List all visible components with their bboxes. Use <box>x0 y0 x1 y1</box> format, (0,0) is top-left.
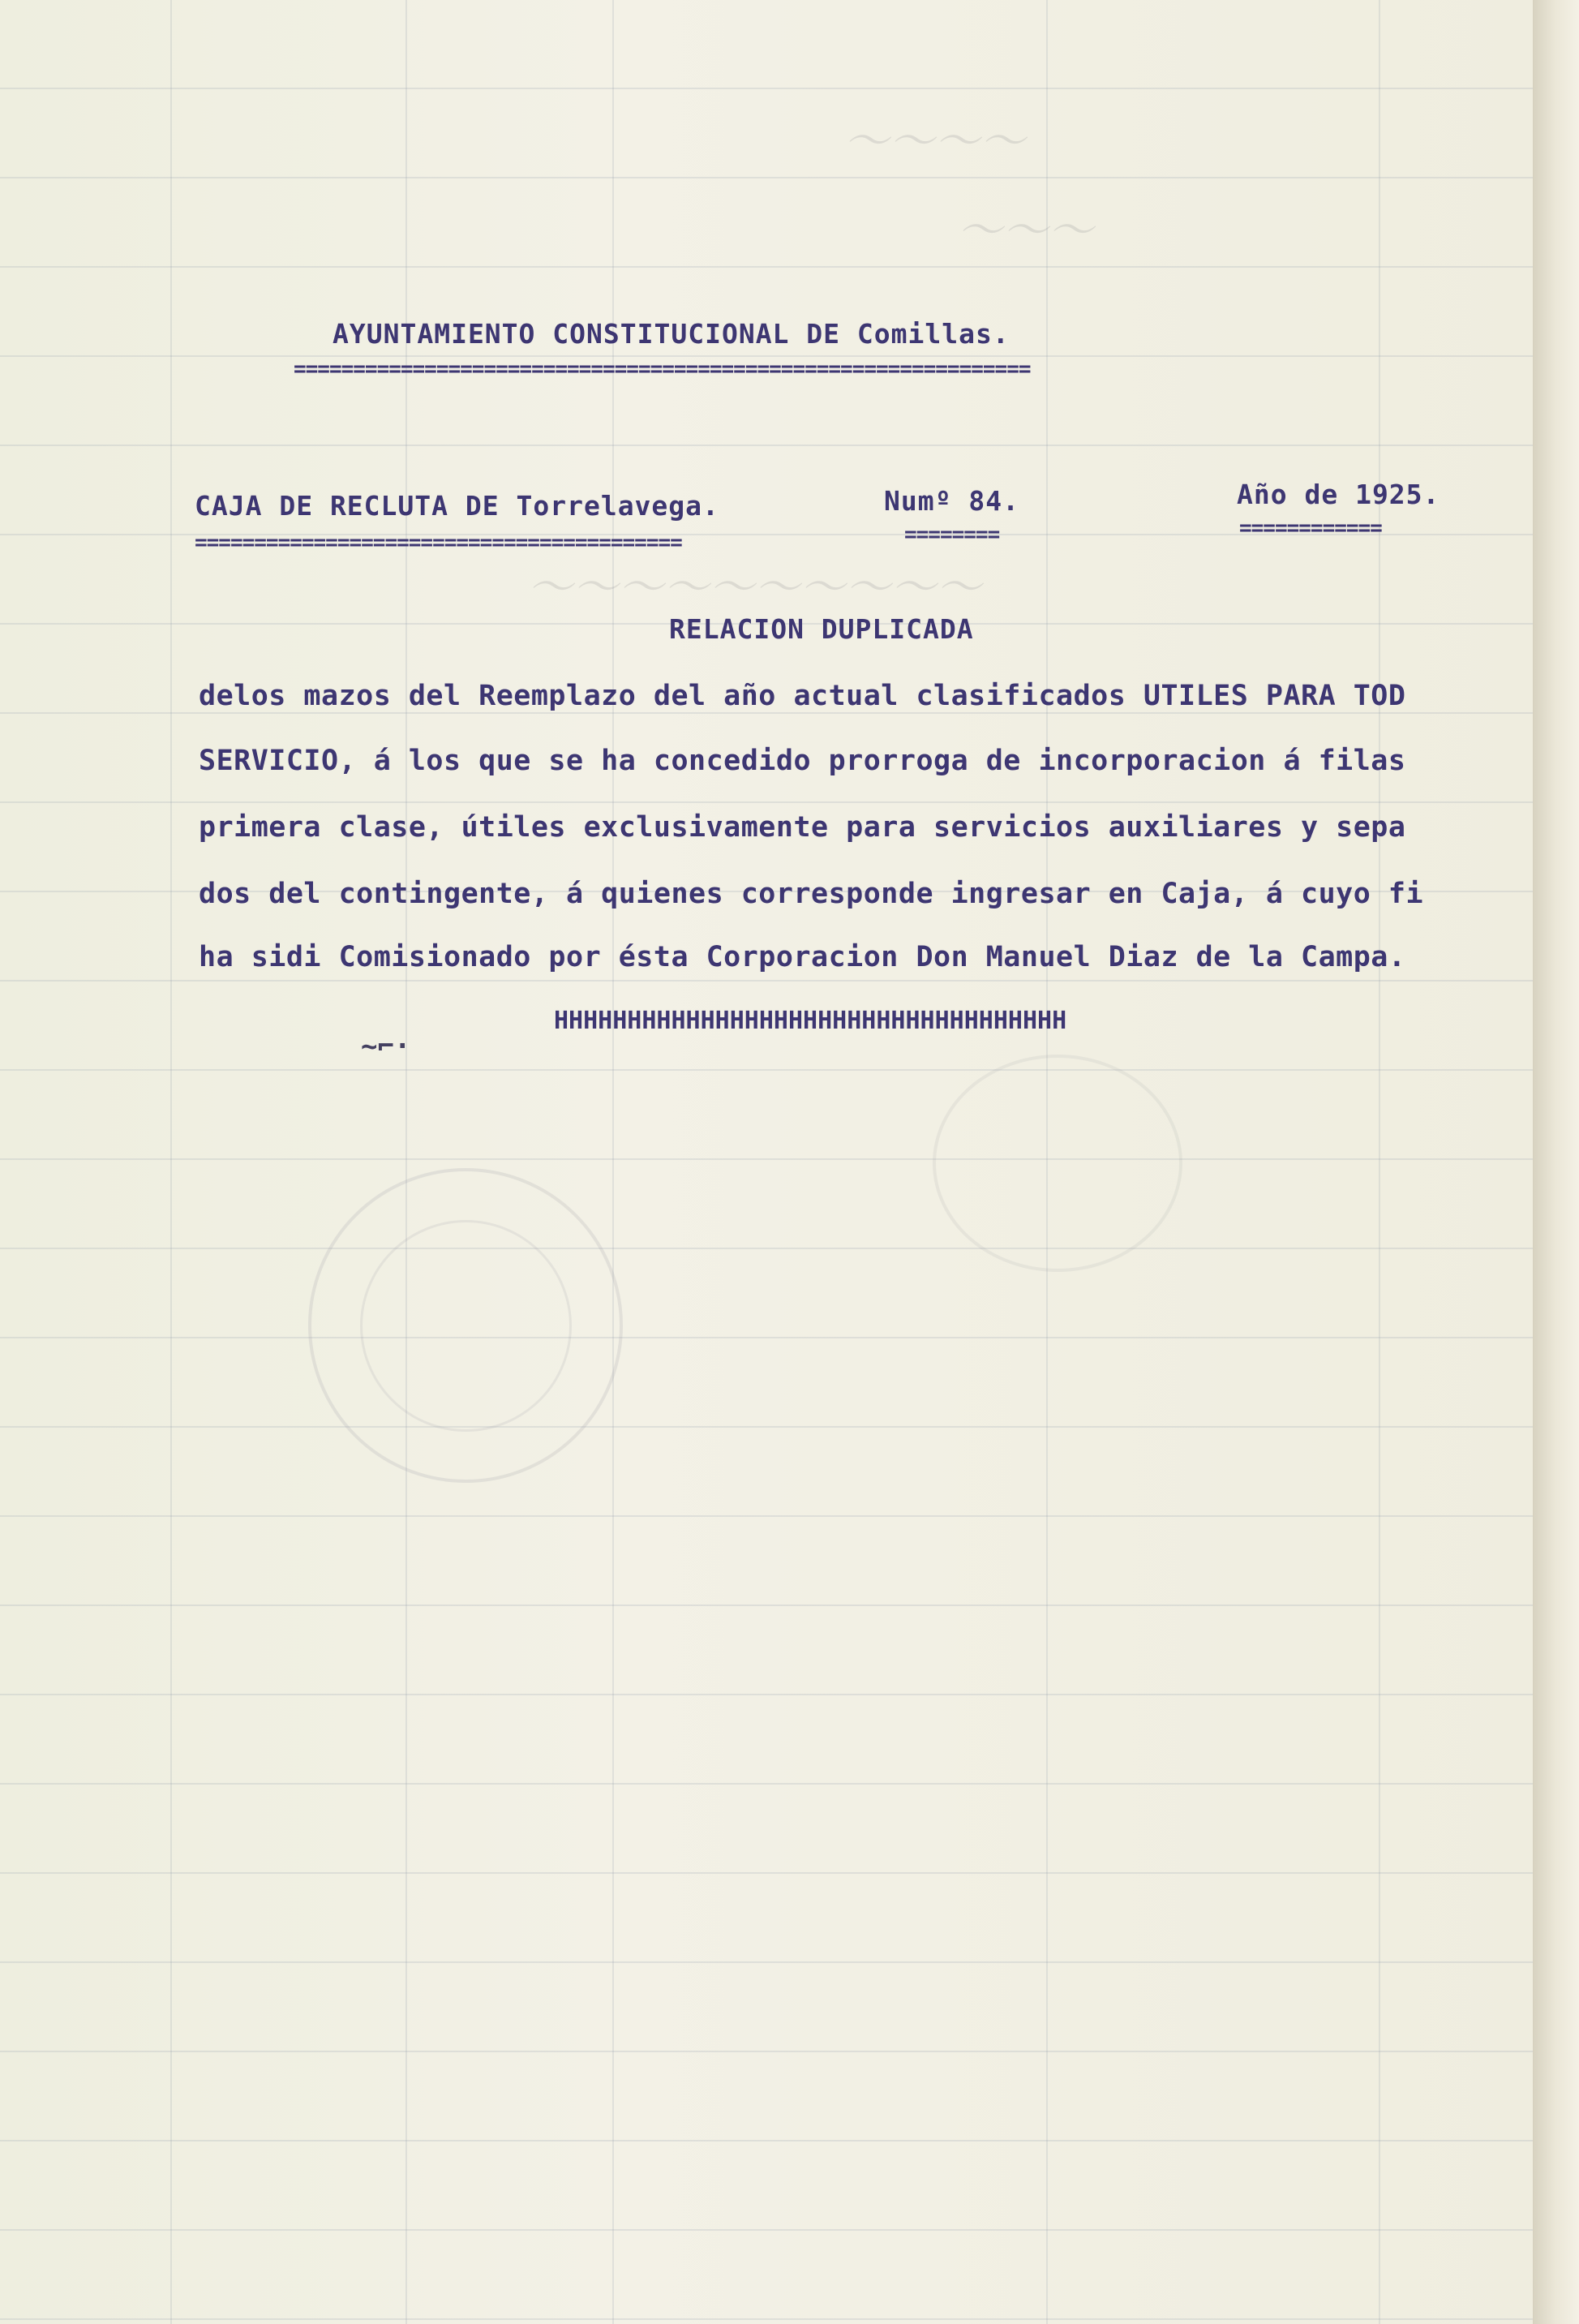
stamp-inner-ring <box>360 1220 572 1432</box>
relacion-heading: RELACION DUPLICADA <box>669 613 974 645</box>
caja-underline: ========================================= <box>195 531 682 555</box>
numero-underline: ======== <box>904 522 1000 547</box>
body-line-5: ha sidi Comisionado por ésta Corporacion Don Manuel Diaz de la Campa. <box>199 941 1406 973</box>
closing-rule: HHHHHHHHHHHHHHHHHHHHHHHHHHHHHHHHHHH <box>554 1007 1067 1035</box>
anio: Año de 1925. <box>1237 479 1440 510</box>
stamp-bleed-through <box>933 1055 1182 1272</box>
ink-smudge: ~⌐· <box>361 1030 411 1063</box>
body-line-2: SERVICIO, á los que se ha concedido prorroga de incorporacion á filas <box>199 745 1406 777</box>
body-line-4: dos del contingente, á quienes corresponde ingresar en Caja, á cuyo fi <box>199 878 1424 910</box>
bleed-through-handwriting: ～～～～～～～～～～ <box>527 561 981 614</box>
body-line-1: delos mazos del Reemplazo del año actual clasificados UTILES PARA TOD <box>199 680 1406 712</box>
title-underline: ============================================================== <box>294 357 1031 381</box>
bleed-through-handwriting: ～～～～ <box>843 115 1025 168</box>
ledger-line <box>170 0 172 2324</box>
caja-de-recluta: CAJA DE RECLUTA DE Torrelavega. <box>195 490 719 522</box>
anio-underline: ============ <box>1239 516 1382 540</box>
bleed-through-handwriting: ～～～ <box>957 204 1093 257</box>
page-edge <box>1533 0 1579 2324</box>
municipality-title: AYUNTAMIENTO CONSTITUCIONAL DE Comillas. <box>333 318 1010 350</box>
body-line-3: primera clase, útiles exclusivamente para servicios auxiliares y sepa <box>199 811 1406 844</box>
stamp-bleed-text <box>24 1225 178 1337</box>
numero: Numº 84. <box>884 485 1019 517</box>
stamp-bleed-through <box>308 1168 623 1483</box>
ledger-line <box>1379 0 1380 2324</box>
